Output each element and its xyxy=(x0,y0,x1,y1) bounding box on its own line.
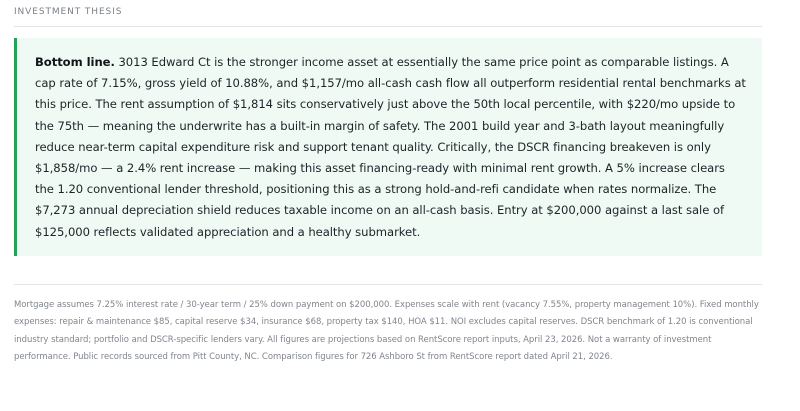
section-title: INVESTMENT THESIS xyxy=(14,7,123,17)
section-divider xyxy=(14,284,762,285)
thesis-paragraph xyxy=(35,52,746,243)
disclaimer-footnote: Mortgage assumes 7.25% interest rate / 30-year term / 25% down payment on $200,000. Expenses scale with rent (vacancy 7.55%, property management 10%). Fixed monthly expenses: repair & maintenance $85, capital reserve $34, insurance $68, property tax $140, HOA $11. NOI excludes capital reserves. DSCR benchmark of 1.20 is conventional industry standard; portfolio and DSCR-specific lenders vary. All figures are projections based on RentScore report inputs, April 23, 2026. Not a warranty of investment performance. Public records sourced from Pitt County, NC. Comparison figures for 726 Ashboro St from RentScore report dated April 21, 2026. xyxy=(14,300,759,363)
thesis-lead-label: Bottom line. xyxy=(35,55,115,69)
section-header xyxy=(14,6,762,27)
thesis-body-text: 3013 Edward Ct is the stronger income asset at essentially the same price point as comparable listings. A cap rate of 7.15%, gross yield of 10.88%, and $1,157/mo all-cash cash flow all outperform residential rental benchmarks at this price. The rent assumption of $1,814 sits conservatively just above the 50th local percentile, with $220/mo upside to the 75th — meaning the underwrite has a built-in margin of safety. The 2001 build year and 3-bath layout meaningfully reduce near-term capital expenditure risk and support tenant quality. Critically, the DSCR financing breakeven is only $1,858/mo — a 2.4% rent increase — making this asset financing-ready with minimal rent growth. A 5% increase clears the 1.20 conventional lender threshold, positioning this as a strong hold-and-refi candidate when rates normalize. The $7,273 annual depreciation shield reduces taxable income on an all-cash basis. Entry at $200,000 against a last sale of $125,000 reflects validated appreciation and a healthy submarket. xyxy=(35,55,746,239)
investment-thesis-callout xyxy=(14,38,762,256)
